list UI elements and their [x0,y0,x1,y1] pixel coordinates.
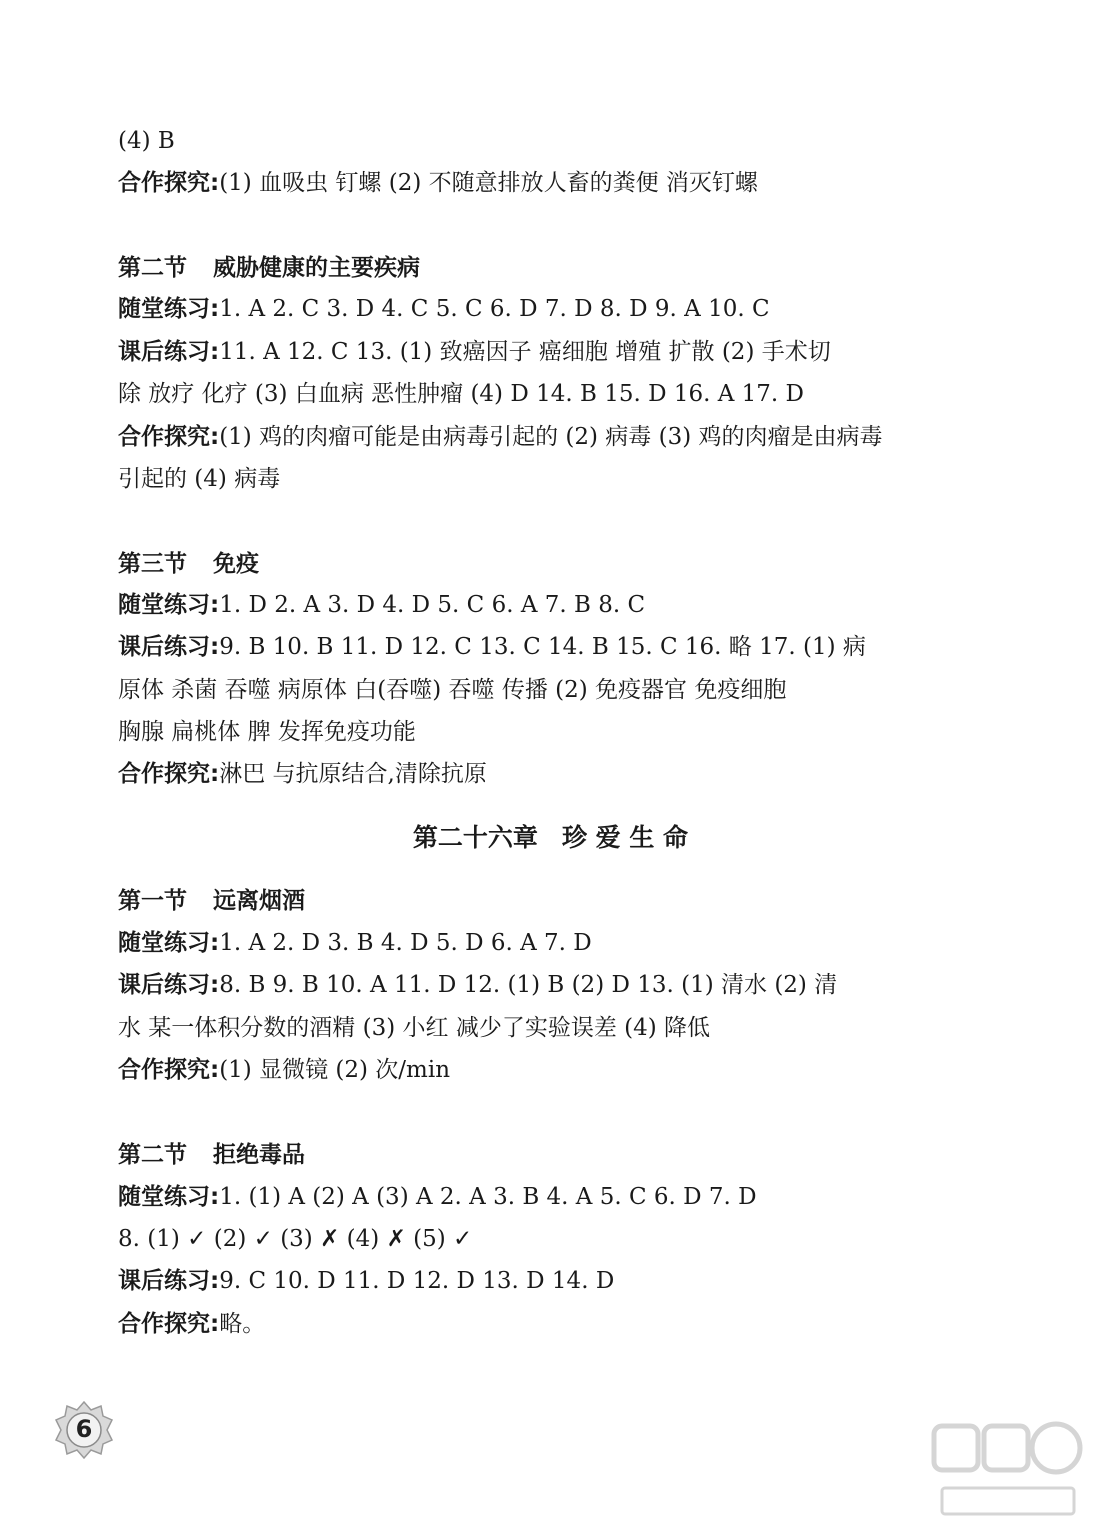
section-heading: 第一节 远离烟酒 [118,888,305,914]
answer-line: 课后练习:11. A 12. C 13. (1) 致癌因子 癌细胞 增殖 扩散 (2) 手术切 [118,339,831,365]
answer-line: 课后练习:8. B 9. B 10. A 11. D 12. (1) B (2) D 13. (1) 清水 (2) 清 [118,972,838,998]
answer-line: 8. (1) ✓ (2) ✓ (3) ✗ (4) ✗ (5) ✓ [118,1226,473,1252]
watermark-logo-icon [928,1406,1088,1526]
line-label: 随堂练习: [118,296,220,322]
line-label: 随堂练习: [118,930,220,956]
line-label: 课后练习: [118,972,220,998]
answer-line: 随堂练习:1. (1) A (2) A (3) A 2. A 3. B 4. A 5. C 6. D 7. D [118,1184,757,1210]
answer-line: (4) B [118,128,175,154]
answer-line: 合作探究:(1) 血吸虫 钉螺 (2) 不随意排放人畜的粪便 消灭钉螺 [118,170,758,196]
line-label: 合作探究: [118,1311,220,1337]
line-label: 课后练习: [118,634,220,660]
answer-line: 胸腺 扁桃体 脾 发挥免疫功能 [118,719,416,745]
answer-line: 合作探究:略。 [118,1311,266,1337]
line-label: 合作探究: [118,424,220,450]
chapter-title: 第二十六章 珍 爱 生 命 [412,823,689,852]
answer-line: 合作探究:(1) 鸡的肉瘤可能是由病毒引起的 (2) 病毒 (3) 鸡的肉瘤是由病毒 [118,424,883,450]
line-label: 合作探究: [118,1057,220,1083]
section-heading: 第三节 免疫 [118,551,259,577]
answer-line: 随堂练习:1. D 2. A 3. D 4. D 5. C 6. A 7. B 8. C [118,592,646,618]
answer-line: 合作探究:淋巴 与抗原结合,清除抗原 [118,761,487,787]
answer-line: 除 放疗 化疗 (3) 白血病 恶性肿瘤 (4) D 14. B 15. D 16. A 17. D [118,381,804,407]
answer-line: 课后练习:9. B 10. B 11. D 12. C 13. C 14. B 15. C 16. 略 17. (1) 病 [118,634,866,660]
line-label: 随堂练习: [118,1184,220,1210]
line-label: 合作探究: [118,170,220,196]
answer-line: 课后练习:9. C 10. D 11. D 12. D 13. D 14. D [118,1268,615,1294]
answer-line: 原体 杀菌 吞噬 病原体 白(吞噬) 吞噬 传播 (2) 免疫器官 免疫细胞 [118,677,787,703]
answer-line: 引起的 (4) 病毒 [118,466,281,492]
line-label: 课后练习: [118,339,220,365]
line-label: 课后练习: [118,1268,220,1294]
answer-line: 合作探究:(1) 显微镜 (2) 次/min [118,1057,451,1083]
section-heading: 第二节 拒绝毒品 [118,1142,305,1168]
answer-line: 水 某一体积分数的酒精 (3) 小红 减少了实验误差 (4) 降低 [118,1015,711,1041]
answer-line: 随堂练习:1. A 2. D 3. B 4. D 5. D 6. A 7. D [118,930,592,956]
page-number: 6 [75,1415,93,1443]
answer-line: 随堂练习:1. A 2. C 3. D 4. C 5. C 6. D 7. D 8. D 9. A 10. C [118,296,770,322]
section-heading: 第二节 威胁健康的主要疾病 [118,255,420,281]
line-label: 随堂练习: [118,592,220,618]
line-label: 合作探究: [118,761,220,787]
